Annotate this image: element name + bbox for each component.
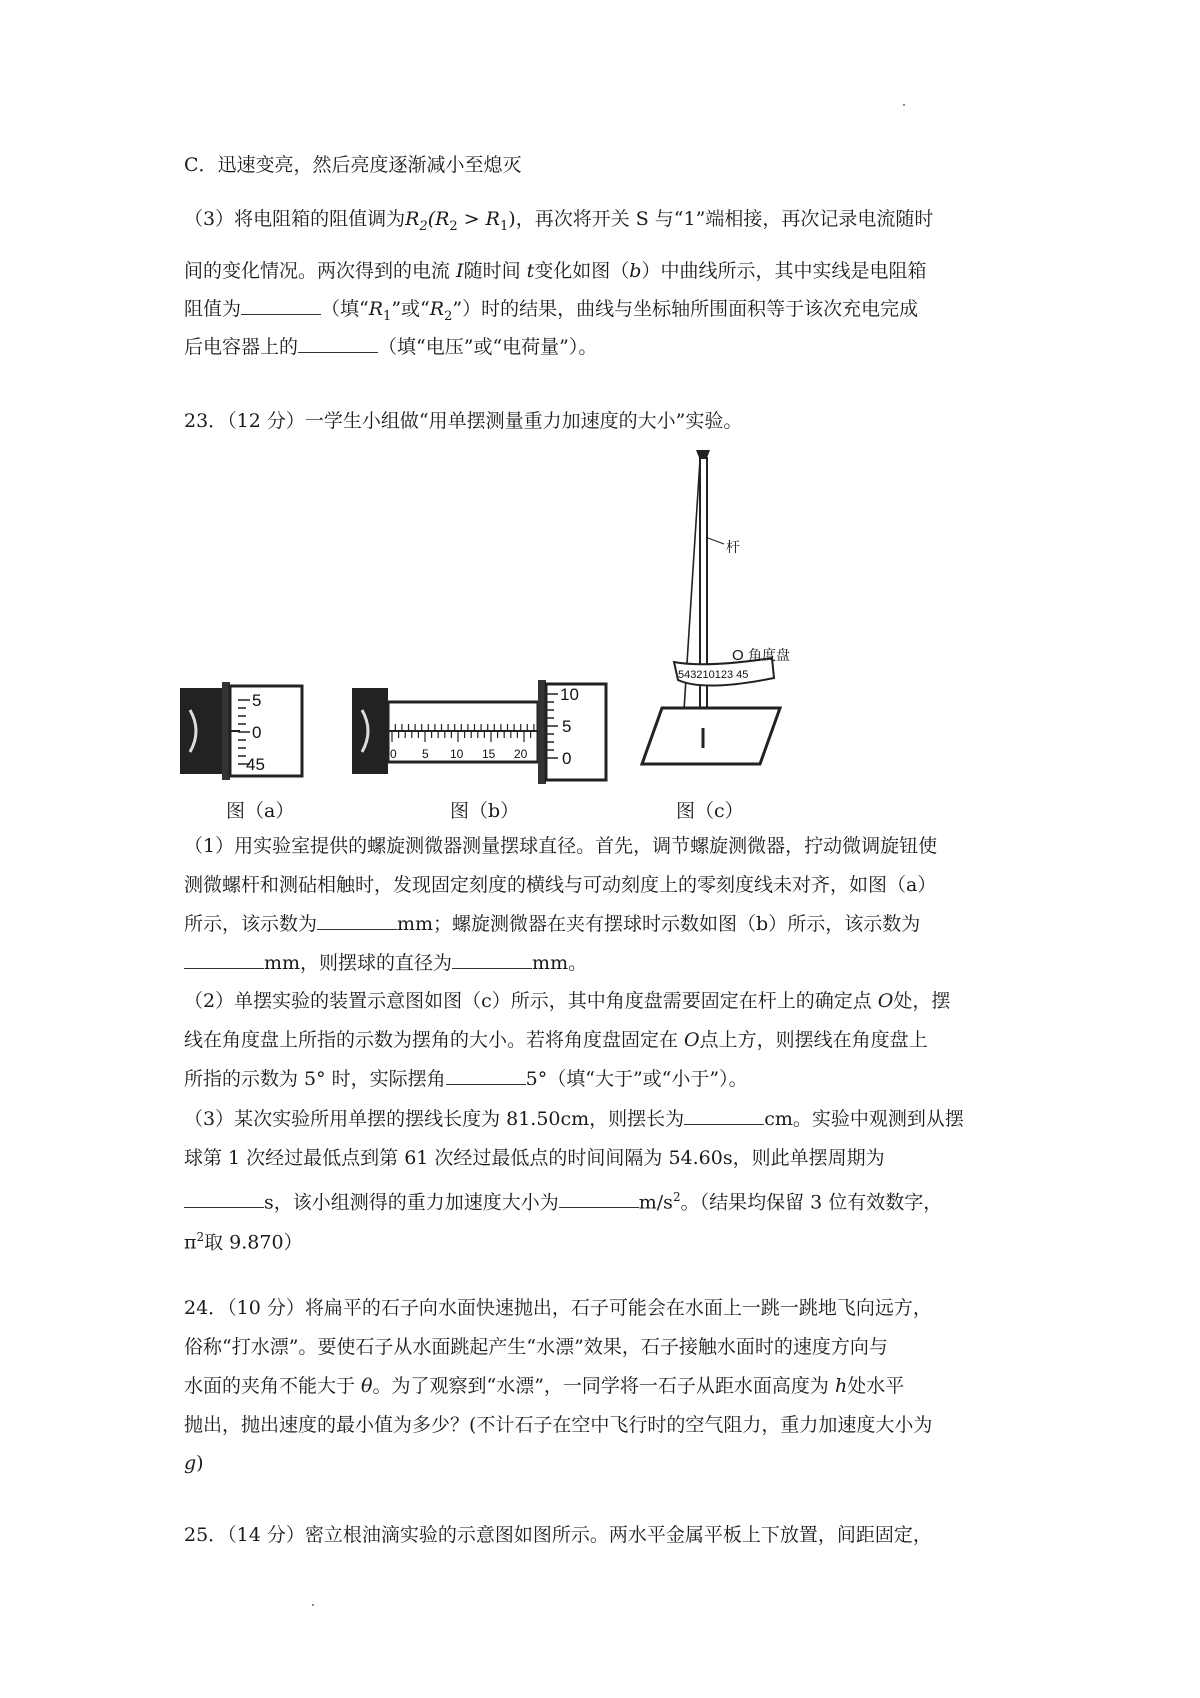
fig-c-rod-label: 杆 bbox=[726, 540, 740, 556]
q23-part3-line4: $\pi^2$取 9.870） bbox=[184, 1230, 303, 1254]
answer-blank[interactable] bbox=[184, 950, 264, 969]
fig-a-tick-45: 45 bbox=[246, 755, 265, 774]
q23-part1-line3: 所示，该示数为 mm；螺旋测微器在夹有摆球时示数如图（b）所示，该示数为 bbox=[184, 913, 921, 935]
fig-b-scale-15: 15 bbox=[482, 747, 496, 761]
q23-part1-line4: mm，则摆球的直径为 mm。 bbox=[184, 950, 587, 976]
answer-blank[interactable] bbox=[684, 1106, 764, 1125]
q24-line3: 水面的夹角不能大于 θ。为了观察到“水漂”，一同学将一石子从距水面高度为 h处水平 bbox=[184, 1375, 905, 1397]
figure-a-micrometer bbox=[180, 680, 320, 790]
fig-c-dial-scale: 543210123 45 bbox=[678, 669, 749, 681]
q23-part1-line1: （1）用实验室提供的螺旋测微器测量摆球直径。首先，调节螺旋测微器，拧动微调旋钮使 bbox=[184, 835, 938, 857]
answer-blank[interactable] bbox=[184, 1189, 264, 1208]
answer-blank[interactable] bbox=[241, 296, 321, 315]
figure-c-caption: 图（c） bbox=[676, 800, 744, 822]
fig-b-scale-10: 10 bbox=[450, 747, 464, 761]
q24-line2: 俗称“打水漂”。要使石子从水面跳起产生“水漂”效果，石子接触水面时的速度方向与 bbox=[184, 1336, 888, 1358]
q22-part3-line2: 间的变化情况。两次得到的电流 I随时间 t变化如图（b）中曲线所示，其中实线是电阻箱 bbox=[184, 260, 927, 282]
option-c: C．迅速变亮，然后亮度逐渐减小至熄灭 bbox=[184, 154, 522, 176]
figure-c-pendulum bbox=[640, 448, 820, 788]
q23-part3-line1: （3）某次实验所用单摆的摆线长度为 81.50cm，则摆长为 cm。实验中观测到从摆 bbox=[184, 1108, 964, 1130]
q23-part2-line1: （2）单摆实验的装置示意图如图（c）所示，其中角度盘需要固定在杆上的确定点 O处，摆 bbox=[184, 990, 951, 1012]
fig-a-tick-5: 5 bbox=[252, 691, 262, 710]
answer-blank[interactable] bbox=[298, 334, 378, 353]
fig-c-dial-label: 角度盘 bbox=[748, 648, 790, 664]
q23-title: 23．（12 分）一学生小组做“用单摆测量重力加速度的大小”实验。 bbox=[184, 410, 743, 432]
scan-dot bbox=[903, 104, 905, 106]
q24-line4: 抛出，抛出速度的最小值为多少？(不计石子在空中飞行时的空气阻力，重力加速度大小为 bbox=[184, 1414, 933, 1436]
q25-line1: 25．（14 分）密立根油滴实验的示意图如图所示。两水平金属平板上下放置，间距固定， bbox=[184, 1524, 932, 1546]
answer-blank[interactable] bbox=[452, 950, 532, 969]
q22-part3-line1: （3）将电阻箱的阻值调为$R_2(R_2 > R_1)$，再次将开关 S 与“1”端相接，再次记录电流随时 bbox=[184, 208, 934, 234]
q22-part3-line4: 后电容器上的 （填“电压”或“电荷量”）。 bbox=[184, 336, 598, 358]
fig-b-scale-5: 5 bbox=[422, 747, 429, 761]
figure-b-micrometer bbox=[352, 680, 610, 790]
scan-dot bbox=[312, 1604, 314, 1606]
q22-part3-line3: 阻值为 （填“$R_1$”或“$R_2$”）时的结果，曲线与坐标轴所围面积等于该次充电完成 bbox=[184, 298, 919, 324]
answer-blank[interactable] bbox=[446, 1066, 526, 1085]
answer-blank[interactable] bbox=[559, 1189, 639, 1208]
q24-line1: 24．（10 分）将扁平的石子向水面快速抛出，石子可能会在水面上一跳一跳地飞向远方， bbox=[184, 1297, 932, 1319]
q23-part2-line2: 线在角度盘上所指的示数为摆角的大小。若将角度盘固定在 O点上方，则摆线在角度盘上 bbox=[184, 1029, 928, 1051]
answer-blank[interactable] bbox=[317, 911, 397, 930]
q23-part3-line3: s，该小组测得的重力加速度大小为 $m/s^2$。（结果均保留 3 位有效数字， bbox=[184, 1184, 942, 1215]
fig-b-scale-20: 20 bbox=[514, 747, 528, 761]
figure-b-caption: 图（b） bbox=[450, 800, 520, 822]
fig-b-tick-10: 10 bbox=[560, 685, 579, 704]
figure-a-caption: 图（a） bbox=[226, 800, 295, 822]
fig-a-tick-0: 0 bbox=[252, 723, 262, 742]
fig-b-tick-0: 0 bbox=[562, 749, 572, 768]
fig-b-scale-0: 0 bbox=[390, 747, 397, 761]
q24-line5: g) bbox=[184, 1452, 204, 1474]
fig-c-point-label: O bbox=[732, 647, 744, 664]
fig-b-tick-5: 5 bbox=[562, 717, 572, 736]
q23-part3-line2: 球第 1 次经过最低点到第 61 次经过最低点的时间间隔为 54.60s，则此单摆周期为 bbox=[184, 1147, 885, 1169]
q23-part1-line2: 测微螺杆和测砧相触时，发现固定刻度的横线与可动刻度上的零刻度线未对齐，如图（a） bbox=[184, 874, 937, 896]
q23-part2-line3: 所指的示数为 5° 时，实际摆角 5°（填“大于”或“小于”）。 bbox=[184, 1068, 748, 1090]
